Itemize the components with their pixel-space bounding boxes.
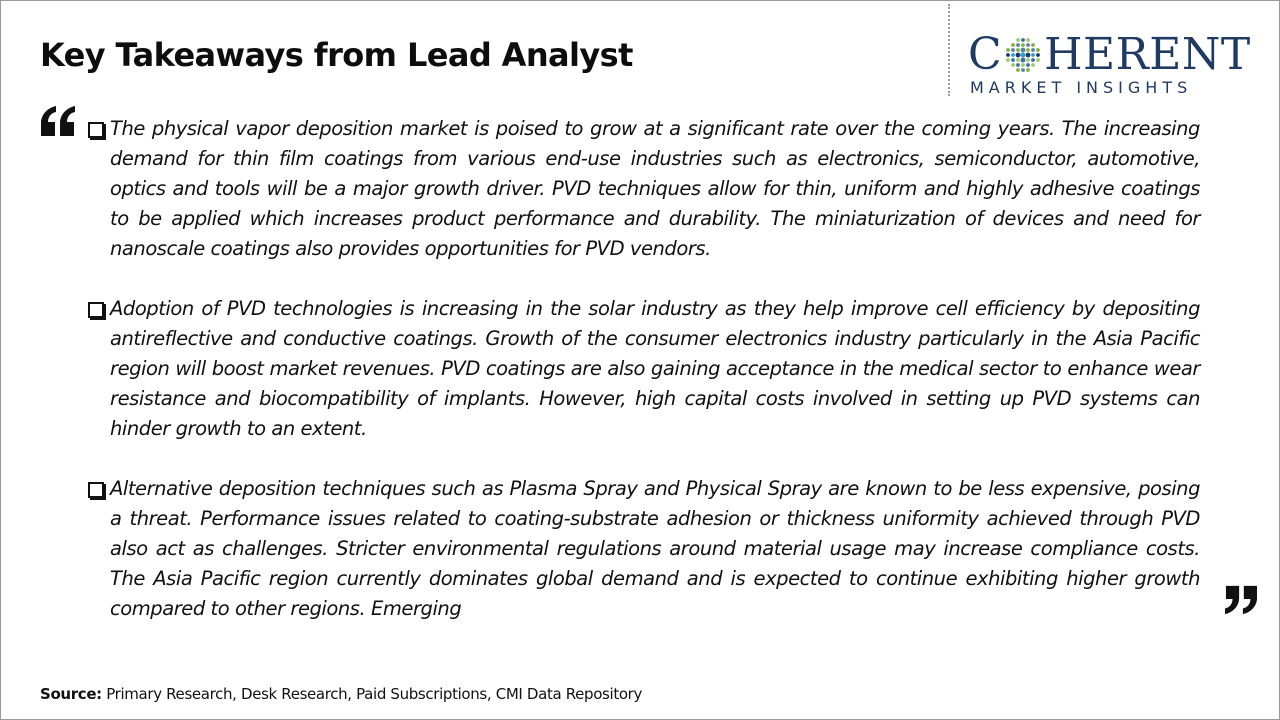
logo-letters-herent: HERENT xyxy=(1044,29,1251,80)
close-quote-icon xyxy=(1224,584,1258,616)
logo-dot xyxy=(1026,63,1030,67)
header-divider xyxy=(948,4,950,96)
logo-dot xyxy=(1021,53,1026,58)
logo-dot xyxy=(1016,53,1021,58)
logo-dot xyxy=(1031,53,1035,57)
checkbox-bullet-icon xyxy=(88,302,104,318)
logo-dot xyxy=(1006,53,1010,57)
logo-dot xyxy=(1011,63,1015,67)
slide-title: Key Takeaways from Lead Analyst xyxy=(40,36,633,74)
logo-dot xyxy=(1011,58,1015,62)
logo-dot xyxy=(1026,58,1030,62)
logo-dot xyxy=(1036,53,1040,57)
logo-dot xyxy=(1031,58,1035,62)
source-label: Source: xyxy=(40,685,102,703)
logo-dot xyxy=(1026,43,1030,47)
logo-dot xyxy=(1011,43,1015,47)
logo-dot xyxy=(1011,53,1015,57)
logo-dot xyxy=(1026,68,1030,72)
logo-dot xyxy=(1021,38,1025,42)
source-text: Primary Research, Desk Research, Paid Subscriptions, CMI Data Repository xyxy=(101,685,643,703)
logo-dot xyxy=(1021,58,1026,63)
dot-globe-icon xyxy=(1003,35,1043,75)
logo-dot xyxy=(1016,43,1020,47)
takeaway-list xyxy=(86,114,1200,654)
logo-wordmark xyxy=(968,29,1251,80)
logo-dot xyxy=(1026,38,1030,42)
logo-dot xyxy=(1036,48,1040,52)
takeaway-item xyxy=(86,294,1200,444)
takeaway-text: Alternative deposition techniques such as Plasma Spray and Physical Spray are known to be less expensive, posing a threat. Performance issues related to coating-substrate adhesion or thickness uniformity achieved through PVD also act as challenges. Stricter environmental regulations around material usage may increase compliance costs. The Asia Pacific region currently dominates global demand and is expected to continue exhibiting higher growth compared to other regions. Emerging xyxy=(110,477,1200,620)
logo-subtitle: MARKET INSIGHTS xyxy=(970,78,1193,97)
logo-dot xyxy=(1021,63,1025,67)
checkbox-bullet-icon xyxy=(88,122,104,138)
logo-dot xyxy=(1021,43,1025,47)
logo-dot xyxy=(1011,48,1015,52)
logo-dot xyxy=(1036,58,1040,62)
logo-dot xyxy=(1016,38,1020,42)
logo-dot xyxy=(1026,53,1031,58)
logo-dot xyxy=(1006,58,1010,62)
logo-dot xyxy=(1031,48,1035,52)
takeaway-text: Adoption of PVD technologies is increasing in the solar industry as they help improve cell efficiency by depositing antireflective and conductive coatings. Growth of the consumer electronics industry particularly in the Asia Pacific region will boost market revenues. PVD coatings are also gaining acceptance in the medical sector to enhance wear resistance and biocompatibility of implants. However, high capital costs involved in setting up PVD systems can hinder growth to an extent. xyxy=(110,297,1200,440)
logo-dot xyxy=(1021,48,1026,53)
logo-dot xyxy=(1026,48,1030,52)
takeaway-text: The physical vapor deposition market is poised to grow at a significant rate over the coming years. The increasing demand for thin film coatings from various end-use industries such as electronics, semiconductor, automotive, optics and tools will be a major growth driver. PVD techniques allow for thin, uniform and highly adhesive coatings to be applied which increases product performance and durability. The miniaturization of devices and need for nanoscale coatings also provides opportunities for PVD vendors. xyxy=(110,117,1200,260)
logo-dot xyxy=(1016,58,1020,62)
logo-dot xyxy=(1016,68,1020,72)
source-line xyxy=(40,685,642,703)
takeaway-item xyxy=(86,474,1200,624)
checkbox-bullet-icon xyxy=(88,482,104,498)
logo-dot xyxy=(1031,63,1035,67)
logo-letter-c: C xyxy=(968,29,1003,80)
logo-dot xyxy=(1021,68,1025,72)
open-quote-icon xyxy=(40,104,76,138)
logo-dot xyxy=(1016,63,1020,67)
logo-dot xyxy=(1016,48,1020,52)
takeaway-item xyxy=(86,114,1200,264)
company-logo xyxy=(968,29,1260,98)
logo-dot xyxy=(1006,48,1010,52)
logo-dot xyxy=(1031,43,1035,47)
